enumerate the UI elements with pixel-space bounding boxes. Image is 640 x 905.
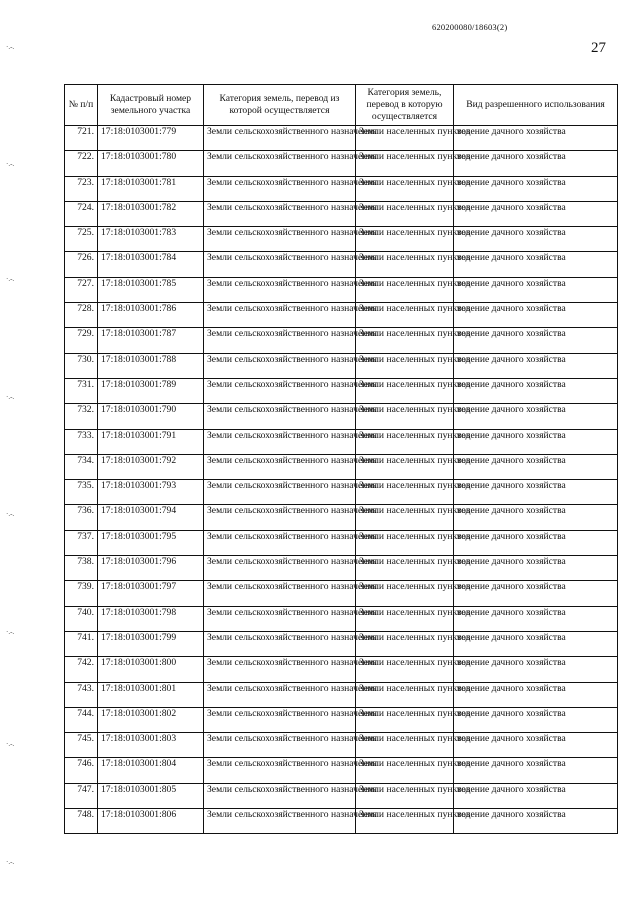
row-number: 729. xyxy=(65,328,98,353)
category-to: Земли населенных пунктов xyxy=(356,631,454,656)
margin-tick-mark: ·.-. xyxy=(6,43,15,51)
margin-tick-mark: ·.-. xyxy=(6,740,15,748)
table-row xyxy=(65,126,618,151)
category-from: Земли сельскохозяйственного назначения xyxy=(204,378,356,403)
category-to: Земли населенных пунктов xyxy=(356,151,454,176)
permitted-use: ведение дачного хозяйства xyxy=(454,328,618,353)
permitted-use: ведение дачного хозяйства xyxy=(454,530,618,555)
table-row xyxy=(65,682,618,707)
cadastral-number: 17:18:0103001:795 xyxy=(98,530,204,555)
category-from: Земли сельскохозяйственного назначения xyxy=(204,176,356,201)
category-to: Земли населенных пунктов xyxy=(356,480,454,505)
permitted-use: ведение дачного хозяйства xyxy=(454,429,618,454)
margin-tick-mark: ·.-. xyxy=(6,160,15,168)
category-to: Земли населенных пунктов xyxy=(356,783,454,808)
category-from: Земли сельскохозяйственного назначения xyxy=(204,404,356,429)
category-to: Земли населенных пунктов xyxy=(356,657,454,682)
margin-tick-mark: ·.-. xyxy=(6,628,15,636)
table-row xyxy=(65,227,618,252)
permitted-use: ведение дачного хозяйства xyxy=(454,227,618,252)
table-row xyxy=(65,783,618,808)
document-number: 620200080/18603(2) xyxy=(432,22,508,32)
category-to: Земли населенных пунктов xyxy=(356,252,454,277)
row-number: 744. xyxy=(65,707,98,732)
category-to: Земли населенных пунктов xyxy=(356,530,454,555)
category-from: Земли сельскохозяйственного назначения xyxy=(204,707,356,732)
category-to: Земли населенных пунктов xyxy=(356,707,454,732)
category-from: Земли сельскохозяйственного назначения xyxy=(204,530,356,555)
category-to: Земли населенных пунктов xyxy=(356,505,454,530)
category-from: Земли сельскохозяйственного назначения xyxy=(204,303,356,328)
cadastral-number: 17:18:0103001:793 xyxy=(98,480,204,505)
row-number: 739. xyxy=(65,581,98,606)
category-from: Земли сельскохозяйственного назначения xyxy=(204,252,356,277)
category-from: Земли сельскохозяйственного назначения xyxy=(204,556,356,581)
permitted-use: ведение дачного хозяйства xyxy=(454,378,618,403)
category-to: Земли населенных пунктов xyxy=(356,809,454,834)
table-row xyxy=(65,733,618,758)
table-row xyxy=(65,631,618,656)
permitted-use: ведение дачного хозяйства xyxy=(454,783,618,808)
permitted-use: ведение дачного хозяйства xyxy=(454,176,618,201)
category-from: Земли сельскохозяйственного назначения xyxy=(204,682,356,707)
table-row xyxy=(65,176,618,201)
category-from: Земли сельскохозяйственного назначения xyxy=(204,758,356,783)
category-from: Земли сельскохозяйственного назначения xyxy=(204,809,356,834)
permitted-use: ведение дачного хозяйства xyxy=(454,252,618,277)
permitted-use: ведение дачного хозяйства xyxy=(454,707,618,732)
table-row xyxy=(65,252,618,277)
category-from: Земли сельскохозяйственного назначения xyxy=(204,277,356,302)
row-number: 746. xyxy=(65,758,98,783)
permitted-use: ведение дачного хозяйства xyxy=(454,505,618,530)
category-to: Земли населенных пунктов xyxy=(356,227,454,252)
row-number: 727. xyxy=(65,277,98,302)
table-row xyxy=(65,328,618,353)
category-from: Земли сельскохозяйственного назначения xyxy=(204,783,356,808)
table-row xyxy=(65,454,618,479)
cadastral-number: 17:18:0103001:781 xyxy=(98,176,204,201)
row-number: 737. xyxy=(65,530,98,555)
cadastral-number: 17:18:0103001:784 xyxy=(98,252,204,277)
cadastral-number: 17:18:0103001:796 xyxy=(98,556,204,581)
category-to: Земли населенных пунктов xyxy=(356,581,454,606)
category-to: Земли населенных пунктов xyxy=(356,404,454,429)
row-number: 747. xyxy=(65,783,98,808)
category-to: Земли населенных пунктов xyxy=(356,303,454,328)
table-row xyxy=(65,556,618,581)
row-number: 725. xyxy=(65,227,98,252)
cadastral-number: 17:18:0103001:806 xyxy=(98,809,204,834)
row-number: 738. xyxy=(65,556,98,581)
row-number: 741. xyxy=(65,631,98,656)
permitted-use: ведение дачного хозяйства xyxy=(454,201,618,226)
row-number: 721. xyxy=(65,126,98,151)
cadastral-number: 17:18:0103001:797 xyxy=(98,581,204,606)
table-row xyxy=(65,378,618,403)
category-to: Земли населенных пунктов xyxy=(356,733,454,758)
row-number: 745. xyxy=(65,733,98,758)
table-row xyxy=(65,657,618,682)
row-number: 734. xyxy=(65,454,98,479)
cadastral-number: 17:18:0103001:799 xyxy=(98,631,204,656)
permitted-use: ведение дачного хозяйства xyxy=(454,809,618,834)
cadastral-number: 17:18:0103001:803 xyxy=(98,733,204,758)
table-row xyxy=(65,404,618,429)
category-to: Земли населенных пунктов xyxy=(356,454,454,479)
table-row xyxy=(65,480,618,505)
permitted-use: ведение дачного хозяйства xyxy=(454,454,618,479)
cadastral-number: 17:18:0103001:794 xyxy=(98,505,204,530)
cadastral-number: 17:18:0103001:805 xyxy=(98,783,204,808)
table-row xyxy=(65,809,618,834)
row-number: 723. xyxy=(65,176,98,201)
cadastral-number: 17:18:0103001:782 xyxy=(98,201,204,226)
permitted-use: ведение дачного хозяйства xyxy=(454,631,618,656)
margin-tick-mark: ·.-. xyxy=(6,510,15,518)
row-number: 722. xyxy=(65,151,98,176)
row-number: 736. xyxy=(65,505,98,530)
category-to: Земли населенных пунктов xyxy=(356,201,454,226)
category-to: Земли населенных пунктов xyxy=(356,606,454,631)
permitted-use: ведение дачного хозяйства xyxy=(454,151,618,176)
row-number: 735. xyxy=(65,480,98,505)
category-from: Земли сельскохозяйственного назначения xyxy=(204,581,356,606)
category-from: Земли сельскохозяйственного назначения xyxy=(204,505,356,530)
category-from: Земли сельскохозяйственного назначения xyxy=(204,480,356,505)
table-row xyxy=(65,303,618,328)
cadastral-number: 17:18:0103001:790 xyxy=(98,404,204,429)
cadastral-number: 17:18:0103001:788 xyxy=(98,353,204,378)
category-to: Земли населенных пунктов xyxy=(356,328,454,353)
cadastral-number: 17:18:0103001:780 xyxy=(98,151,204,176)
category-from: Земли сельскохозяйственного назначения xyxy=(204,429,356,454)
cadastral-number: 17:18:0103001:785 xyxy=(98,277,204,302)
category-from: Земли сельскохозяйственного назначения xyxy=(204,606,356,631)
category-from: Земли сельскохозяйственного назначения xyxy=(204,454,356,479)
category-to: Земли населенных пунктов xyxy=(356,126,454,151)
category-from: Земли сельскохозяйственного назначения xyxy=(204,151,356,176)
cadastral-number: 17:18:0103001:789 xyxy=(98,378,204,403)
table-row xyxy=(65,530,618,555)
category-from: Земли сельскохозяйственного назначения xyxy=(204,631,356,656)
category-to: Земли населенных пунктов xyxy=(356,682,454,707)
cadastral-number: 17:18:0103001:801 xyxy=(98,682,204,707)
permitted-use: ведение дачного хозяйства xyxy=(454,682,618,707)
table-header-row xyxy=(65,85,618,126)
permitted-use: ведение дачного хозяйства xyxy=(454,353,618,378)
col-header-cadastral: Кадастровый номер земельного участка xyxy=(98,85,204,126)
row-number: 731. xyxy=(65,378,98,403)
row-number: 742. xyxy=(65,657,98,682)
table-row xyxy=(65,277,618,302)
permitted-use: ведение дачного хозяйства xyxy=(454,733,618,758)
category-from: Земли сельскохозяйственного назначения xyxy=(204,227,356,252)
table-row xyxy=(65,151,618,176)
category-from: Земли сельскохозяйственного назначения xyxy=(204,353,356,378)
col-header-category-from: Категория земель, перевод из которой осуществляется xyxy=(204,85,356,126)
category-from: Земли сельскохозяйственного назначения xyxy=(204,328,356,353)
table-row xyxy=(65,758,618,783)
table-row xyxy=(65,429,618,454)
row-number: 730. xyxy=(65,353,98,378)
permitted-use: ведение дачного хозяйства xyxy=(454,581,618,606)
cadastral-number: 17:18:0103001:804 xyxy=(98,758,204,783)
margin-tick-mark: ·.-. xyxy=(6,275,15,283)
table-row xyxy=(65,505,618,530)
cadastral-number: 17:18:0103001:787 xyxy=(98,328,204,353)
category-to: Земли населенных пунктов xyxy=(356,758,454,783)
permitted-use: ведение дачного хозяйства xyxy=(454,758,618,783)
category-from: Земли сельскохозяйственного назначения xyxy=(204,126,356,151)
row-number: 740. xyxy=(65,606,98,631)
category-from: Земли сельскохозяйственного назначения xyxy=(204,733,356,758)
cadastral-number: 17:18:0103001:800 xyxy=(98,657,204,682)
category-to: Земли населенных пунктов xyxy=(356,378,454,403)
category-to: Земли населенных пунктов xyxy=(356,429,454,454)
col-header-category-to: Категория земель, перевод в которую осуществляется xyxy=(356,85,454,126)
cadastral-number: 17:18:0103001:779 xyxy=(98,126,204,151)
category-to: Земли населенных пунктов xyxy=(356,556,454,581)
row-number: 724. xyxy=(65,201,98,226)
row-number: 732. xyxy=(65,404,98,429)
col-header-permitted-use: Вид разрешенного использования xyxy=(454,85,618,126)
page-number: 27 xyxy=(591,40,606,56)
margin-tick-mark: ·.-. xyxy=(6,393,15,401)
table-row xyxy=(65,707,618,732)
table-row xyxy=(65,581,618,606)
permitted-use: ведение дачного хозяйства xyxy=(454,606,618,631)
permitted-use: ведение дачного хозяйства xyxy=(454,126,618,151)
category-to: Земли населенных пунктов xyxy=(356,176,454,201)
cadastral-number: 17:18:0103001:792 xyxy=(98,454,204,479)
category-from: Земли сельскохозяйственного назначения xyxy=(204,201,356,226)
permitted-use: ведение дачного хозяйства xyxy=(454,556,618,581)
cadastral-number: 17:18:0103001:791 xyxy=(98,429,204,454)
row-number: 733. xyxy=(65,429,98,454)
table-row xyxy=(65,201,618,226)
category-to: Земли населенных пунктов xyxy=(356,353,454,378)
permitted-use: ведение дачного хозяйства xyxy=(454,657,618,682)
permitted-use: ведение дачного хозяйства xyxy=(454,277,618,302)
permitted-use: ведение дачного хозяйства xyxy=(454,480,618,505)
land-plots-table xyxy=(64,84,618,834)
cadastral-number: 17:18:0103001:786 xyxy=(98,303,204,328)
category-to: Земли населенных пунктов xyxy=(356,277,454,302)
row-number: 743. xyxy=(65,682,98,707)
cadastral-number: 17:18:0103001:783 xyxy=(98,227,204,252)
permitted-use: ведение дачного хозяйства xyxy=(454,404,618,429)
category-from: Земли сельскохозяйственного назначения xyxy=(204,657,356,682)
margin-tick-mark: ·.-. xyxy=(6,858,15,866)
row-number: 726. xyxy=(65,252,98,277)
row-number: 748. xyxy=(65,809,98,834)
table-row xyxy=(65,606,618,631)
col-header-number: № п/п xyxy=(65,85,98,126)
cadastral-number: 17:18:0103001:798 xyxy=(98,606,204,631)
row-number: 728. xyxy=(65,303,98,328)
table-row xyxy=(65,353,618,378)
permitted-use: ведение дачного хозяйства xyxy=(454,303,618,328)
cadastral-number: 17:18:0103001:802 xyxy=(98,707,204,732)
